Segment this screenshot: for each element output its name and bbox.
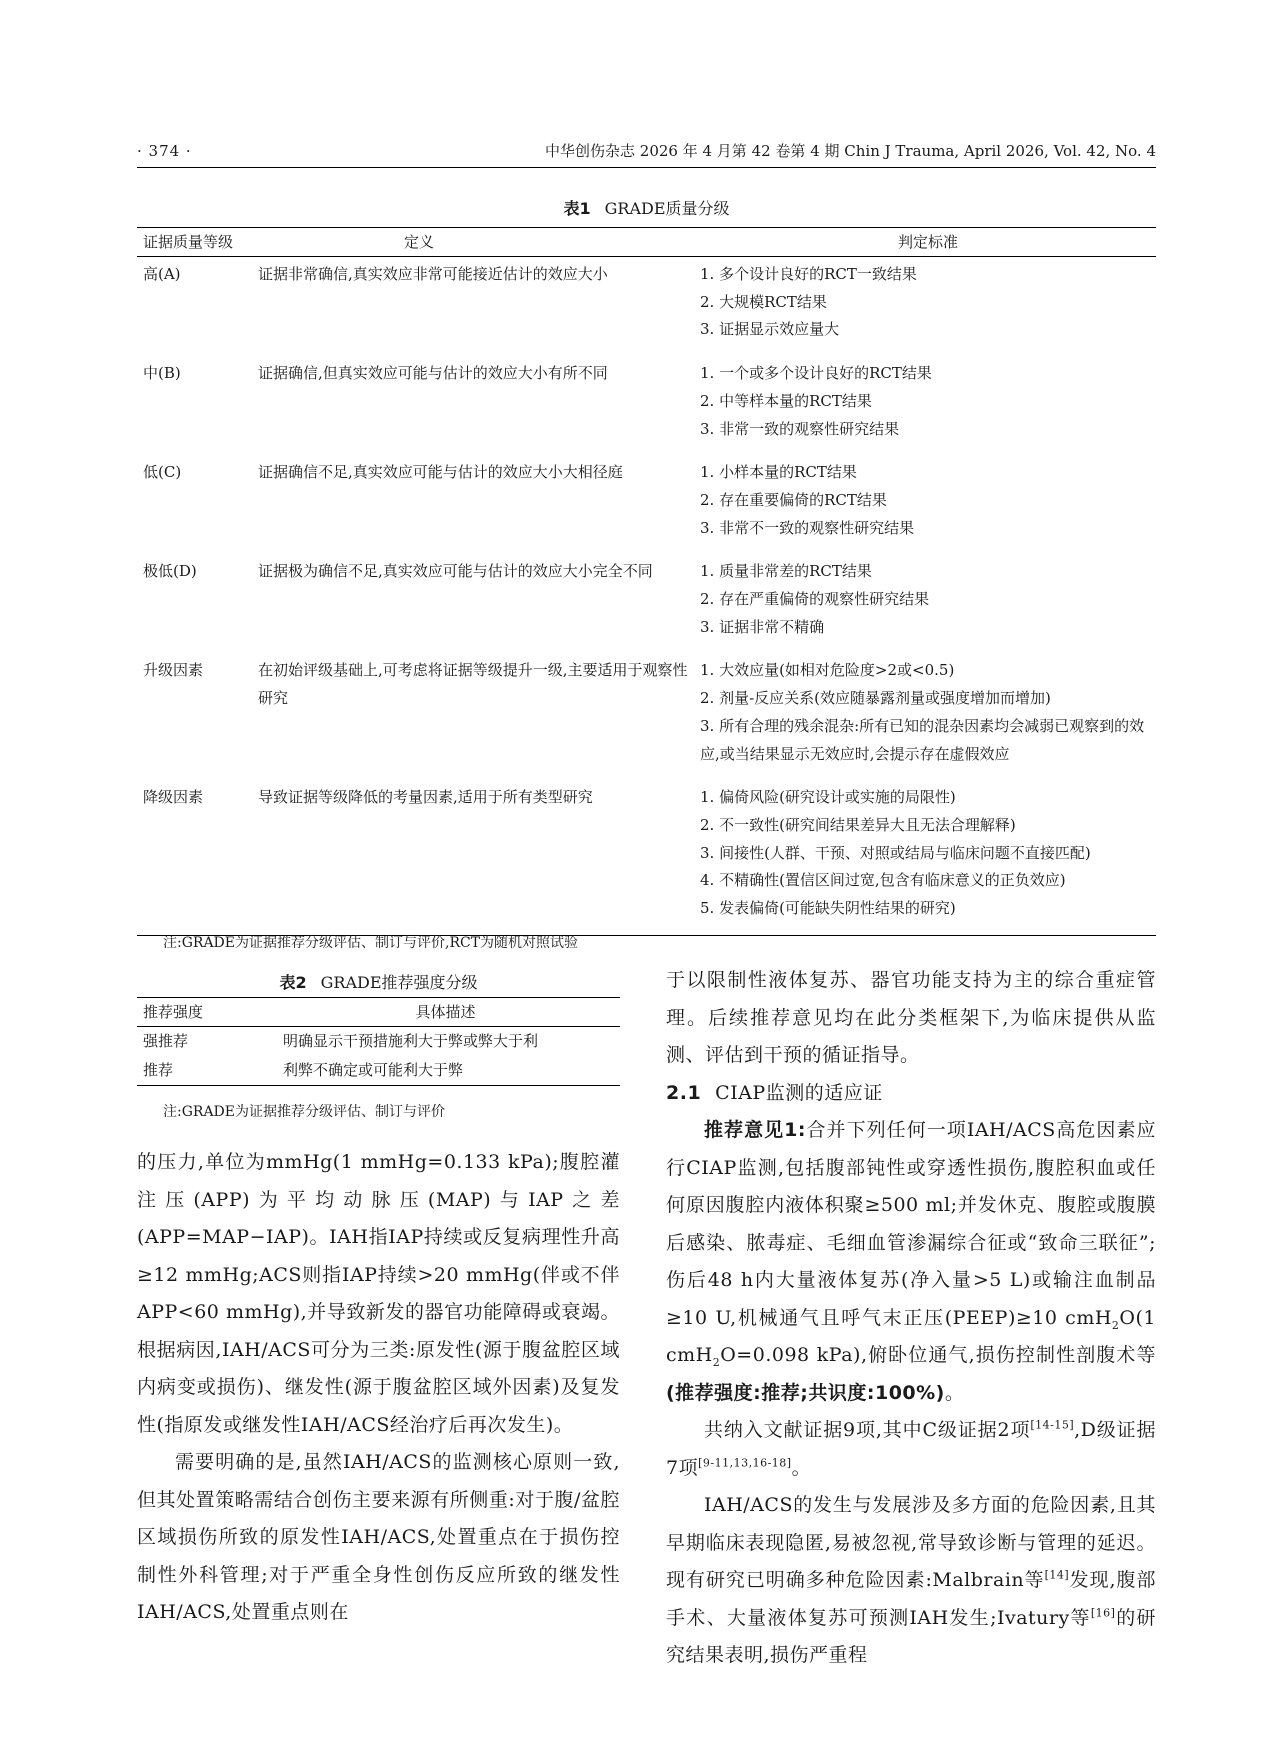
- table2-cell-description: 明确显示干预措施利大于弊或弊大于利: [283, 1032, 539, 1050]
- recommendation-text-c: O=0.098 kPa),俯卧位通气,损伤控制性剖腹术等: [720, 1344, 1156, 1366]
- table2-cell-description: 利弊不确定或可能利大于弊: [271, 1056, 620, 1086]
- table1-cell-criteria: [700, 356, 1156, 455]
- citation: [14]: [1044, 1568, 1070, 1582]
- text-span: 发现,腹部手术、大量液体复苏可预测IAH发生;Ivatury等: [666, 1569, 1156, 1629]
- table-row: [137, 780, 1156, 935]
- grade-quality-table: [137, 227, 1156, 936]
- subscript: 2: [1111, 1318, 1120, 1332]
- table1-cell-criteria: [700, 257, 1156, 357]
- page-number: · 374 ·: [137, 142, 192, 160]
- table1-cell-criteria: [700, 653, 1156, 780]
- text-span: 。: [791, 1456, 812, 1479]
- table2-header-strength: 推荐强度: [137, 998, 271, 1027]
- table1-cell-definition: 导致证据等级降低的考量因素,适用于所有类型研究: [258, 780, 700, 935]
- table-row: [137, 356, 1156, 455]
- criteria-item: 1. 质量非常差的RCT结果: [700, 562, 872, 581]
- table2-cell-strength: 推荐: [137, 1056, 271, 1086]
- citation: [14-15]: [1030, 1418, 1075, 1432]
- table-row: [137, 653, 1156, 780]
- table1-header-level: 证据质量等级: [137, 228, 258, 257]
- text-span: IAH/ACS的发生与发展涉及多方面的危险因素,且其早期临床表现隐匿,易被忽视,常导致诊断与管理的延迟。现有研究已明确多种危险因素:Malbrain等: [666, 1494, 1156, 1591]
- table1-caption-title: GRADE质量分级: [604, 199, 730, 218]
- criteria-item: 3. 非常一致的观察性研究结果: [700, 419, 900, 438]
- criteria-item: 2. 中等样本量的RCT结果: [700, 391, 872, 410]
- table2-note: 注:GRADE为证据推荐分级评估、制订与评价: [163, 1104, 445, 1120]
- criteria-item: 1. 大效应量(如相对危险度>2或<0.5): [700, 661, 955, 680]
- table1-cell-definition: 证据非常确信,真实效应非常可能接近估计的效应大小: [258, 265, 608, 283]
- evidence-paragraph: [666, 1412, 1156, 1487]
- header-rule: [137, 167, 1156, 168]
- section-heading: [666, 1075, 1156, 1113]
- criteria-item: 2. 存在重要偏倚的RCT结果: [700, 490, 887, 509]
- recommendation-text-b: O(1 cmH: [666, 1306, 1156, 1366]
- table1-cell-criteria: [700, 554, 1156, 653]
- table1-header-row: [137, 228, 1156, 257]
- table2-caption: [137, 970, 620, 993]
- table2-header-description: 具体描述: [271, 998, 620, 1027]
- subscript: 2: [712, 1355, 721, 1369]
- criteria-item: 1. 多个设计良好的RCT一致结果: [700, 265, 917, 283]
- table2-cell-strength: 强推荐: [143, 1032, 189, 1050]
- criteria-item: 3. 非常不一致的观察性研究结果: [700, 518, 915, 537]
- criteria-item: 2. 剂量-反应关系(效应随暴露剂量或强度增加而增加): [700, 689, 1051, 708]
- criteria-item: 1. 一个或多个设计良好的RCT结果: [700, 364, 932, 383]
- table1-cell-level: 中(B): [143, 364, 181, 383]
- criteria-item: 5. 发表偏倚(可能缺失阴性结果的研究): [700, 899, 956, 918]
- table-row: [137, 257, 1156, 357]
- table1-caption-label: 表1: [563, 199, 591, 218]
- risk-factor-paragraph: [666, 1487, 1156, 1675]
- table-row: [137, 554, 1156, 653]
- criteria-item: 3. 证据非常不精确: [700, 617, 825, 636]
- right-column: [666, 962, 1156, 1675]
- text-span: 共纳入文献证据9项,其中C级证据2项: [704, 1419, 1031, 1441]
- right-paragraph-1: 于以限制性液体复苏、器官功能支持为主的综合重症管理。后续推荐意见均在此分类框架下,为临床提供从监测、评估到干预的循证指导。: [666, 969, 1156, 1066]
- recommendation-paragraph: [666, 1112, 1156, 1412]
- table1-cell-level: 低(C): [143, 463, 182, 482]
- recommendation-strength: (推荐强度:推荐;共识度:100%): [666, 1381, 945, 1404]
- criteria-item: 1. 偏倚风险(研究设计或实施的局限性): [700, 788, 956, 807]
- table2-header-row: [137, 998, 620, 1027]
- table1-cell-level: 升级因素: [143, 661, 204, 680]
- table1-header-criteria: 判定标准: [700, 228, 1156, 257]
- criteria-item: 3. 间接性(人群、干预、对照或结局与临床问题不直接匹配): [700, 843, 1091, 862]
- table1-caption: [137, 196, 1156, 219]
- citation: [16]: [1090, 1606, 1116, 1620]
- section-title: CIAP监测的适应证: [715, 1081, 883, 1104]
- table2-caption-title: GRADE推荐强度分级: [320, 973, 478, 992]
- table1-cell-level: 降级因素: [137, 780, 258, 935]
- criteria-item: 2. 大规模RCT结果: [700, 292, 827, 311]
- recommendation-end: 。: [944, 1381, 965, 1404]
- table1-note: 注:GRADE为证据推荐分级评估、制订与评价,RCT为随机对照试验: [163, 935, 579, 951]
- recommendation-label: 推荐意见1:: [704, 1119, 806, 1141]
- text-span: 的研究结果表明,损伤严重程: [666, 1606, 1156, 1666]
- section-number: 2.1: [666, 1081, 702, 1104]
- criteria-item: 1. 小样本量的RCT结果: [700, 463, 857, 482]
- criteria-item: 4. 不精确性(置信区间过宽,包含有临床意义的正负效应): [700, 871, 1066, 890]
- citation: [9-11,13,16-18]: [698, 1456, 792, 1470]
- table1-cell-criteria: [700, 455, 1156, 554]
- criteria-item: 2. 不一致性(研究间结果差异大且无法合理解释): [700, 815, 1016, 834]
- criteria-item: 3. 证据显示效应量大: [700, 320, 840, 339]
- table-row: [137, 455, 1156, 554]
- table2-caption-label: 表2: [279, 973, 307, 992]
- criteria-item: 2. 存在严重偏倚的观察性研究结果: [700, 590, 930, 609]
- left-column: [137, 1144, 620, 1632]
- table1-cell-criteria: [700, 780, 1156, 935]
- recommendation-text-a: 合并下列任何一项IAH/ACS高危因素应行CIAP监测,包括腹部钝性或穿透性损伤,腹腔积血或任何原因腹腔内液体积聚≥500 ml;并发休克、腹腔或腹膜后感染、脓毒症、毛细血管渗漏综合征或“致命三联征”;伤后48 h内大量液体复苏(净入量>5 L)或输注血制品≥10 U,机械通气且呼气末正压(PEEP)≥10 cmH: [666, 1119, 1156, 1329]
- table-row: [137, 1056, 620, 1086]
- table1-cell-definition: 证据极为确信不足,真实效应可能与估计的效应大小完全不同: [258, 562, 653, 581]
- table1-header-definition: 定义: [258, 228, 700, 257]
- left-paragraph-2: 需要明确的是,虽然IAH/ACS的监测核心原则一致,但其处置策略需结合创伤主要来源有所侧重:对于腹/盆腔区域损伤所致的原发性IAH/ACS,处置重点在于损伤控制性外科管理;对于严重全身性创伤反应所致的继发性IAH/ACS,处置重点则在: [137, 1451, 620, 1623]
- criteria-item: 3. 所有合理的残余混杂:所有已知的混杂因素均会减弱已观察到的效应,或当结果显示无效应时,会提示存在虚假效应: [700, 716, 1145, 763]
- grade-recommendation-table: [137, 997, 620, 1086]
- table1-cell-level: 极低(D): [143, 562, 197, 581]
- journal-header: 中华创伤杂志 2026 年 4 月第 42 卷第 4 期 Chin J Trauma, April 2026, Vol. 42, No. 4: [545, 142, 1156, 160]
- table1-cell-definition: 证据确信不足,真实效应可能与估计的效应大小大相径庭: [258, 463, 623, 482]
- table1-cell-definition: 在初始评级基础上,可考虑将证据等级提升一级,主要适用于观察性研究: [258, 661, 688, 708]
- table1-cell-definition: 证据确信,但真实效应可能与估计的效应大小有所不同: [258, 364, 608, 383]
- left-paragraph-1: 的压力,单位为mmHg(1 mmHg=0.133 kPa);腹腔灌注压(APP)为平均动脉压(MAP)与IAP之差(APP=MAP−IAP)。IAH指IAP持续或反复病理性升高≥12 mmHg;ACS则指IAP持续>20 mmHg(伴或不伴APP<60 mmHg),并导致新发的器官功能障碍或衰竭。根据病因,IAH/ACS可分为三类:原发性(源于腹盆腔区域内病变或损伤)、继发性(源于腹盆腔区域外因素)及复发性(指原发或继发性IAH/ACS经治疗后再次发生)。: [137, 1151, 620, 1436]
- text-span: ,D级证据7项: [666, 1419, 1156, 1479]
- table1-cell-level: 高(A): [143, 265, 181, 283]
- table-row: [137, 1027, 620, 1057]
